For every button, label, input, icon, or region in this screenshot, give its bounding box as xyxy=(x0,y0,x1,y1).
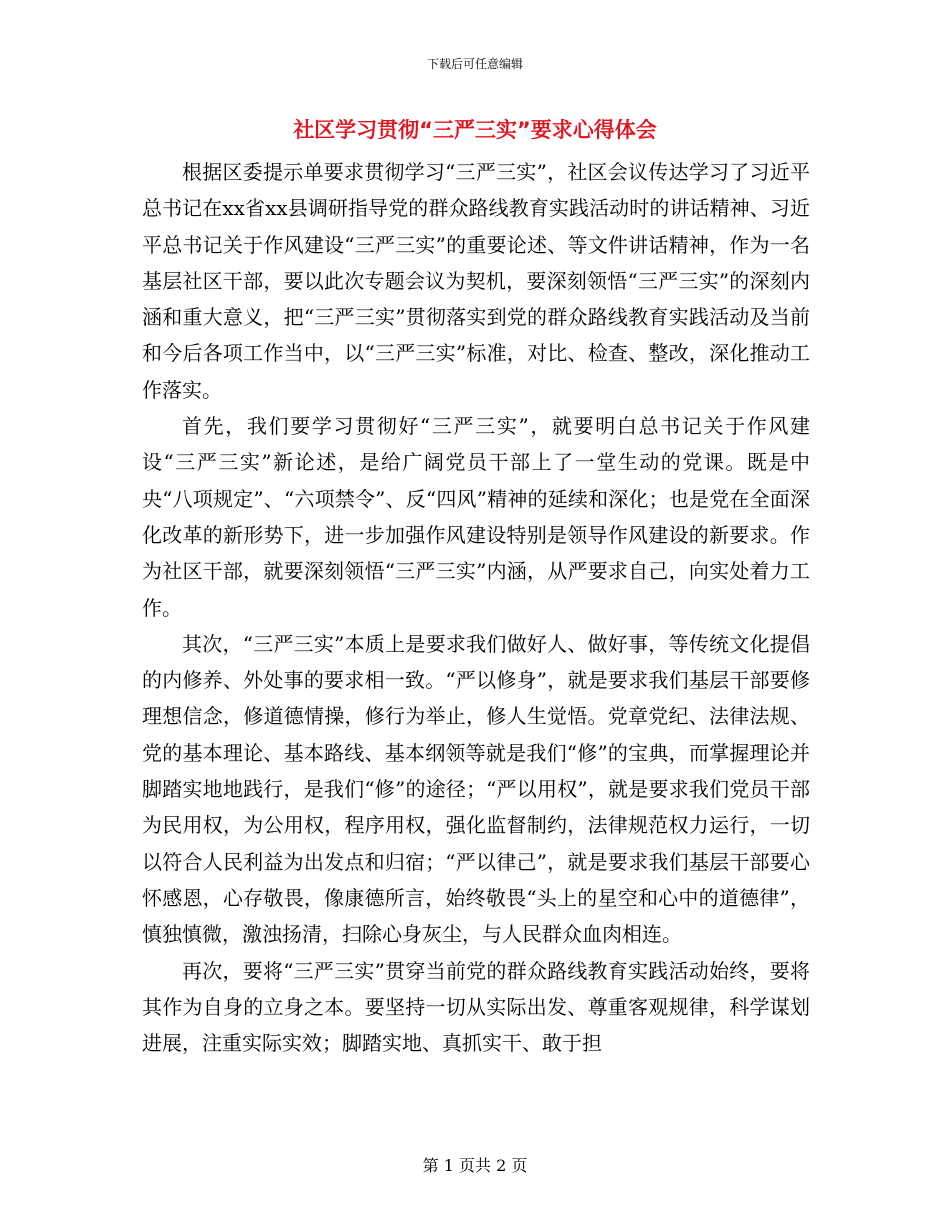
paragraph: 首先，我们要学习贯彻好“三严三实”，就要明白总书记关于作风建设“三严三实”新论述，是给广阔党员干部上了一堂生动的党课。既是中央“八项规定”、“六项禁令”、反“四风”精神的延续和深化；也是党在全面深化改革的新形势下，进一步加强作风建设特别是领导作风建设的新要求。作为社区干部，就要深刻领悟“三严三实”内涵，从严要求自己，向实处着力工作。 xyxy=(142,414,810,620)
page-footer: 第 1 页共 2 页 xyxy=(422,1156,528,1175)
paragraph: 其次，“三严三实”本质上是要求我们做好人、做好事，等传统文化提倡的内修养、外处事的要求相一致。“严以修身”，就是要求我们基层干部要修理想信念，修道德情操，修行为举止，修人生觉悟。党章党纪、法律法规、党的基本理论、基本路线、基本纲领等就是我们“修”的宝典，而掌握理论并脚踏实地地践行，是我们“修”的途径；“严以用权”，就是要求我们党员干部为民用权，为公用权，程序用权，强化监督制约，法律规范权力运行，一切以符合人民利益为出发点和归宿；“严以律己”，就是要求我们基层干部要心怀感恩，心存敬畏，像康德所言，始终敬畏“头上的星空和心中的道德律”，慎独慎微，激浊扬清，扫除心身灰尘，与人民群众血肉相连。 xyxy=(142,631,810,947)
document-body xyxy=(142,154,810,1061)
paragraph: 再次，要将“三严三实”贯穿当前党的群众路线教育实践活动始终，要将其作为自身的立身之本。要坚持一切从实际出发、尊重客观规律，科学谋划进展，注重实际实效；脚踏实地、真抓实干、敢于担 xyxy=(142,958,810,1056)
header-note: 下载后可任意编辑 xyxy=(426,57,523,71)
paragraph: 根据区委提示单要求贯彻学习“三严三实”，社区会议传达学习了习近平总书记在xx省xx县调研指导党的群众路线教育实践活动时的讲话精神、习近平总书记关于作风建设“三严三实”的重要论述、等文件讲话精神，作为一名基层社区干部，要以此次专题会议为契机，要深刻领悟“三严三实”的深刻内涵和重大意义，把“三严三实”贯彻落实到党的群众路线教育实践活动及当前和今后各项工作当中，以“三严三实”标准，对比、检查、整改，深化推动工作落实。 xyxy=(142,160,810,402)
document-title: 社区学习贯彻“三严三实”要求心得体会 xyxy=(293,118,657,142)
